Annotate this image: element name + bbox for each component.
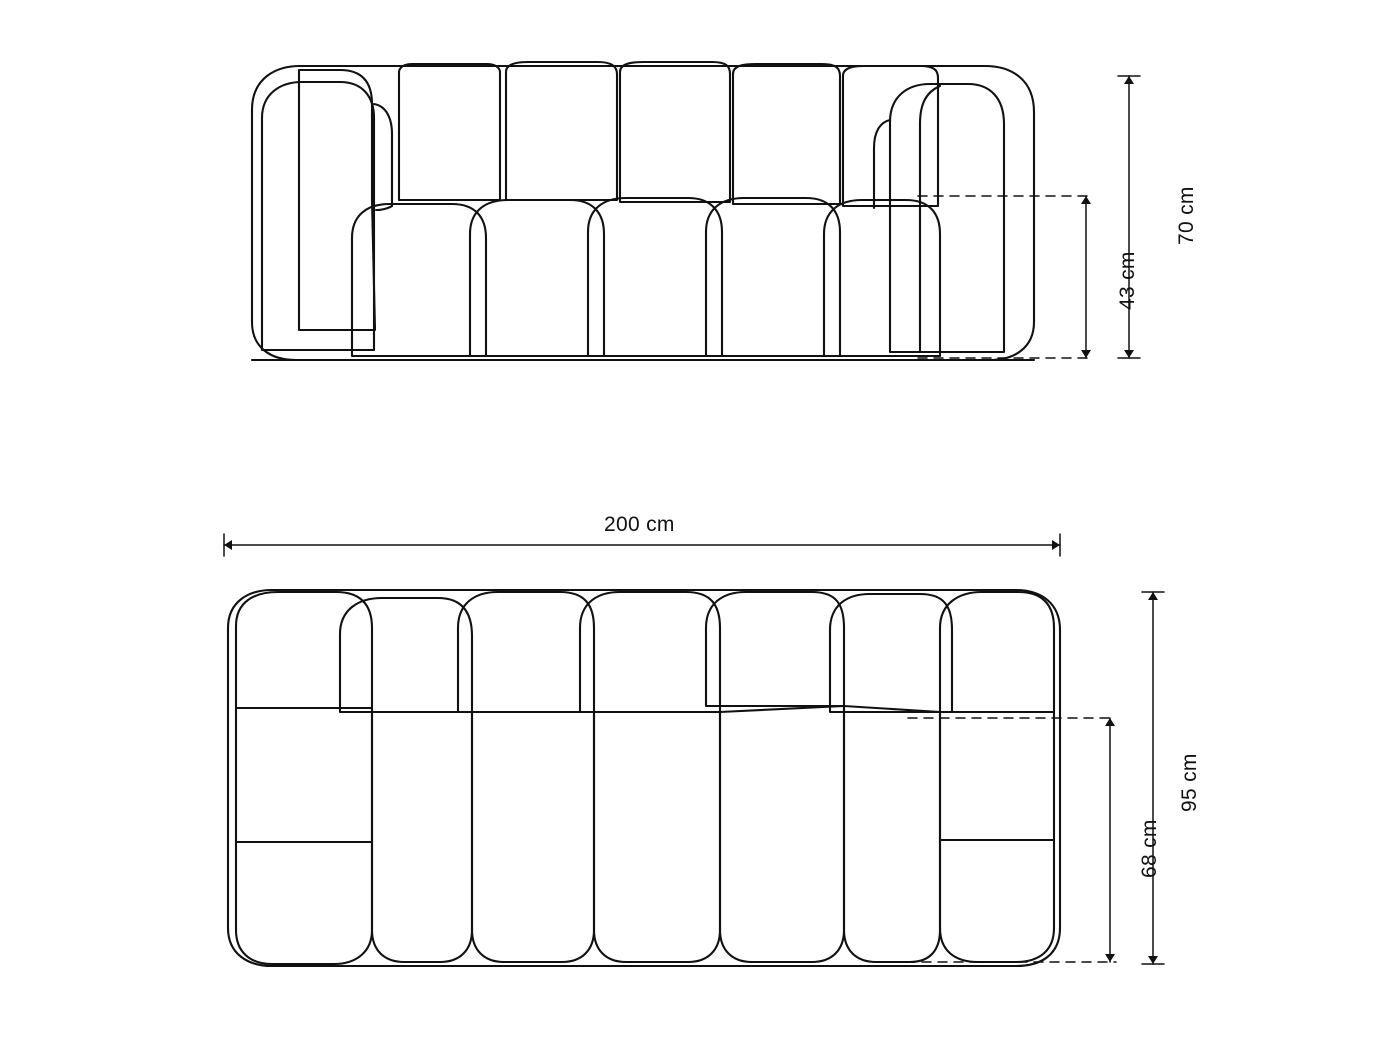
top-view-outline <box>228 590 1060 966</box>
top-seat-cushions <box>372 706 940 962</box>
front-backrest-cushions <box>299 62 938 330</box>
top-back-cushions <box>236 592 1054 712</box>
dimension-label-depth-95: 95 cm <box>1178 753 1201 812</box>
dimension-label-height-70: 70 cm <box>1175 186 1198 245</box>
front-view-outline <box>252 66 1034 360</box>
top-dimension-lines <box>224 534 1164 964</box>
top-right-arm <box>940 712 1054 962</box>
front-dimension-lines <box>1081 76 1140 358</box>
dimension-label-width-200: 200 cm <box>604 513 675 536</box>
dimension-label-seat-height-43: 43 cm <box>1116 251 1139 310</box>
dimension-label-seat-depth-68: 68 cm <box>1138 819 1161 878</box>
top-left-arm <box>236 708 372 964</box>
front-seat-cushions <box>352 198 940 356</box>
